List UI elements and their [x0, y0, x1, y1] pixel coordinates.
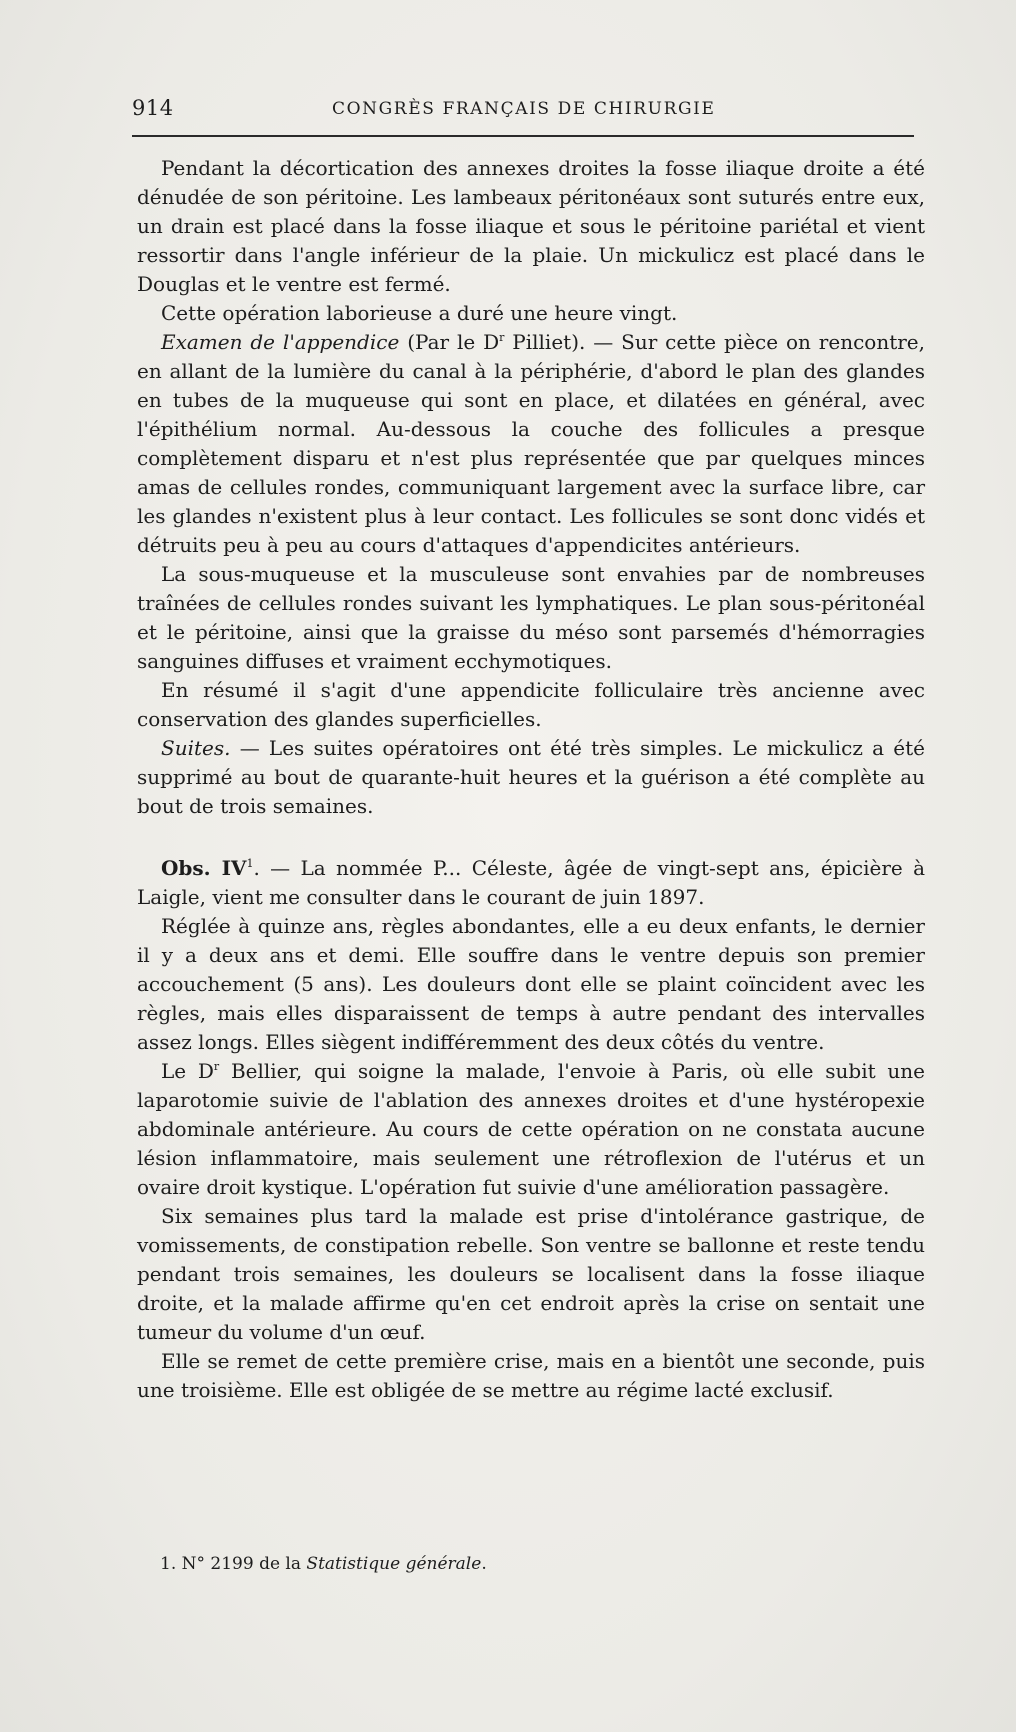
page-number: 914 — [132, 96, 174, 120]
paragraph-obs — [137, 854, 925, 912]
paragraph-exam — [137, 328, 925, 560]
bellier-text: Bellier, qui soigne la malade, l'envoie à Paris, où elle subit une laparotomie suivie de l'ablation des annexes droites et d'une hystéropexie abdominale antérieure. Au cours de cette opération on ne constata aucune lésion inflammatoire, mais seulement une rétroflexion de l'utérus et un ovaire droit kystique. L'opération fut suivie d'une amélioration passagère. — [137, 1059, 925, 1199]
obs-label: Obs. IV — [161, 856, 247, 880]
exam-sup: r — [499, 331, 505, 344]
bellier-sup: r — [213, 1060, 220, 1073]
footnote — [160, 1553, 920, 1575]
footnote-prefix: N° 2199 de la — [176, 1554, 307, 1574]
footnote-italic: Statistique générale — [306, 1554, 482, 1574]
suites-text: — Les suites opératoires ont été très simples. Le mickulicz a été supprimé au bout de quarante-huit heures et la guérison a été complète au bout de trois semaines. — [137, 736, 925, 818]
body-text — [137, 154, 925, 1405]
footnote-number: 1. — [160, 1554, 177, 1574]
suites-label: Suites. — [161, 736, 231, 760]
exam-text: Pilliet). — Sur cette pièce on rencontre, en allant de la lumière du canal à la périphérie, d'abord le plan des glandes en tubes de la muqueuse qui sont en place, et dilatées en général, avec l'épithélium normal. Au-dessous la couche des follicules a presque complètement disparu et n'est plus représentée que par quelques minces amas de cellules rondes, communiquant largement avec la surface libre, car les glandes n'existent plus à leur contact. Les follicules se sont donc vidés et détruits peu à peu au cours d'attaques d'appendicites antérieurs. — [137, 330, 926, 557]
paragraph: Cette opération laborieuse a duré une heure vingt. — [161, 301, 678, 325]
paragraph-bellier — [137, 1057, 925, 1202]
paragraph: En résumé il s'agit d'une appendicite folliculaire très ancienne avec conservation des glandes superficielles. — [137, 678, 925, 731]
exam-prefix: (Par le D — [407, 330, 500, 354]
obs-footnote-ref: 1 — [246, 857, 254, 870]
running-title: CONGRÈS FRANÇAIS DE CHIRURGIE — [332, 99, 716, 119]
paragraph: Réglée à quinze ans, règles abondantes, elle a eu deux enfants, le dernier il y a deux ans et demi. Elle souffre dans le ventre depuis son premier accouchement (5 ans). Les douleurs dont elle se plaint coïncident avec les règles, mais elles disparaissent de temps à autre pendant des intervalles assez longs. Elles siègent indifféremment des deux côtés du ventre. — [137, 914, 925, 1054]
paragraph: Six semaines plus tard la malade est prise d'intolérance gastrique, de vomissements, de constipation rebelle. Son ventre se ballonne et reste tendu pendant trois semaines, les douleurs se localisent dans la fosse iliaque droite, et la malade affirme qu'en cet endroit après la crise on sentait une tumeur du volume d'un œuf. — [137, 1204, 925, 1344]
exam-label: Examen de l'appendice — [161, 330, 400, 354]
footnote-suffix: . — [481, 1554, 487, 1574]
bellier-prefix: Le D — [161, 1059, 214, 1083]
paragraph: La sous-muqueuse et la musculeuse sont envahies par de nombreuses traînées de cellules rondes suivant les lymphatiques. Le plan sous-péritonéal et le péritoine, ainsi que la graisse du méso sont parsemés d'hémorragies sanguines diffuses et vraiment ecchymotiques. — [137, 562, 925, 673]
header-rule — [132, 135, 914, 137]
paragraph: Pendant la décortication des annexes droites la fosse iliaque droite a été dénudée de son péritoine. Les lambeaux péritonéaux sont suturés entre eux, un drain est placé dans la fosse iliaque et sous le péritoine pariétal et vient ressortir dans l'angle inférieur de la plaie. Un mickulicz est placé dans le Douglas et le ventre est fermé. — [137, 156, 925, 296]
section-gap — [137, 821, 925, 854]
paragraph-suites — [137, 734, 925, 821]
obs-text: . — La nommée P... Céleste, âgée de vingt-sept ans, épicière à Laigle, vient me consulter dans le courant de juin 1897. — [137, 856, 925, 909]
running-header — [132, 96, 914, 122]
paragraph: Elle se remet de cette première crise, mais en a bientôt une seconde, puis une troisième. Elle est obligée de se mettre au régime lacté exclusif. — [137, 1349, 925, 1402]
